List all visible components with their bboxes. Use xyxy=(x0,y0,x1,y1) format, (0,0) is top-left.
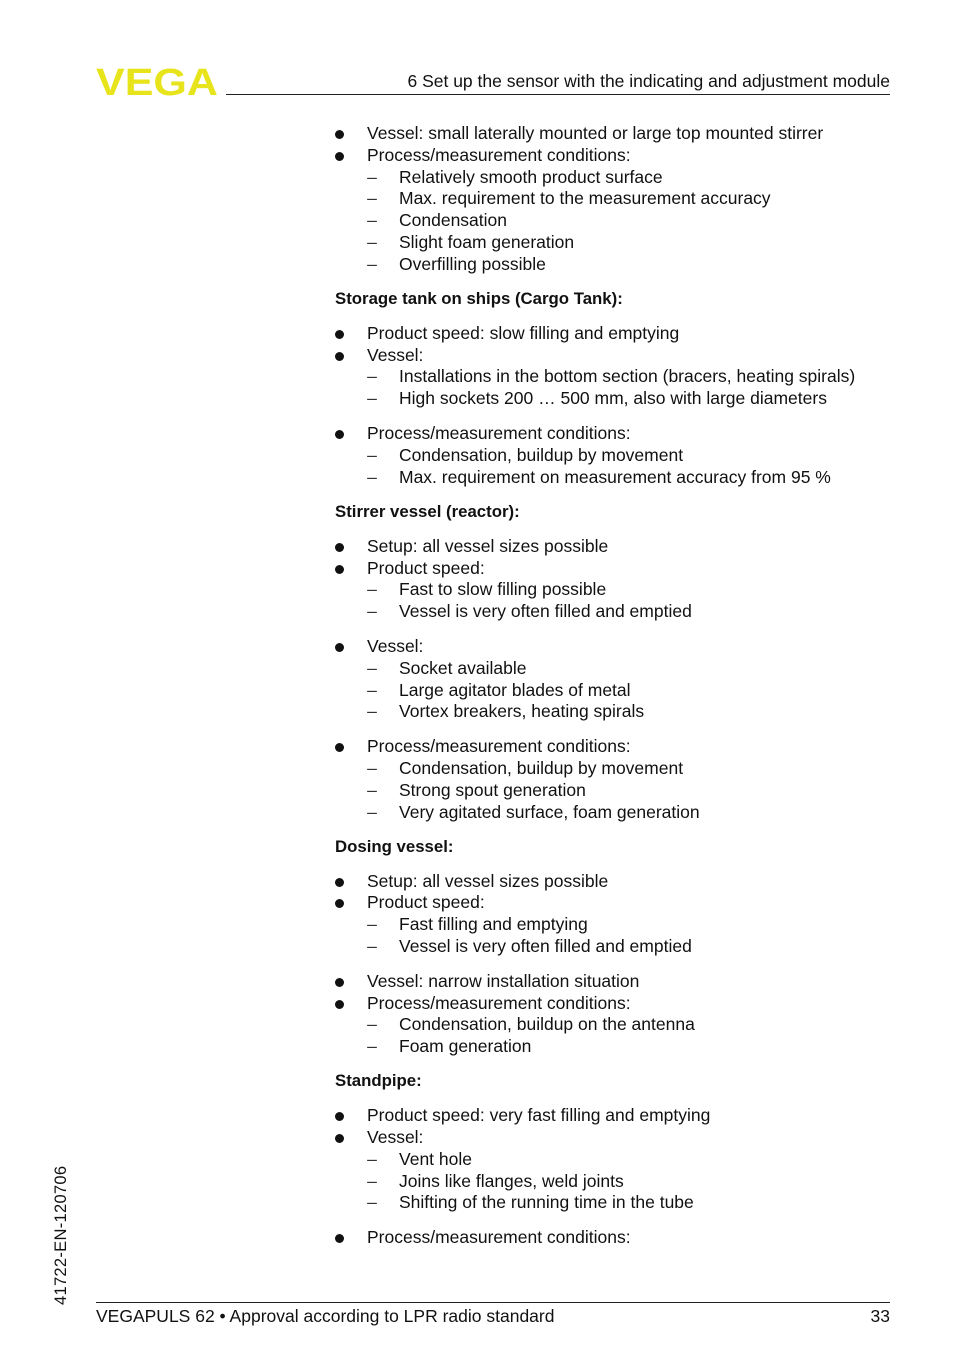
dash-icon: – xyxy=(367,466,377,487)
bullet-item xyxy=(335,871,895,893)
spacer xyxy=(335,958,895,971)
bullet-item xyxy=(335,1227,895,1249)
dash-icon: – xyxy=(367,1036,377,1057)
item-text: Storage tank on ships (Cargo Tank): xyxy=(335,289,623,309)
dash-icon: – xyxy=(367,601,377,622)
vega-logo-text: VEGA xyxy=(96,64,218,98)
section-heading xyxy=(335,288,895,310)
sub-item xyxy=(335,445,895,467)
page-number: 33 xyxy=(870,1306,890,1326)
bullet-dot-icon xyxy=(335,1112,344,1121)
item-text: Standpipe: xyxy=(335,1071,422,1091)
item-text: Vessel: xyxy=(367,344,424,365)
sub-item xyxy=(335,1036,895,1058)
item-text: Setup: all vessel sizes possible xyxy=(367,535,609,556)
item-text: Fast to slow filling possible xyxy=(399,579,607,600)
bullet-dot-icon xyxy=(335,430,344,439)
item-text: Fast filling and emptying xyxy=(399,914,588,935)
bullet-item xyxy=(335,123,895,145)
dash-icon: – xyxy=(367,388,377,409)
dash-icon: – xyxy=(367,914,377,935)
item-text: Overfilling possible xyxy=(399,253,546,274)
bullet-item xyxy=(335,536,895,558)
spacer xyxy=(335,523,895,536)
dash-icon: – xyxy=(367,1148,377,1169)
dash-icon: – xyxy=(367,366,377,387)
sub-item xyxy=(335,188,895,210)
document-code: 41722-EN-120706 xyxy=(52,1165,70,1305)
bullet-dot-icon xyxy=(335,899,344,908)
bullet-dot-icon xyxy=(335,643,344,652)
spacer xyxy=(335,488,895,501)
bullet-dot-icon xyxy=(335,352,344,361)
spacer xyxy=(335,1058,895,1071)
item-text: Product speed: very fast filling and emptying xyxy=(367,1105,711,1126)
dash-icon: – xyxy=(367,1192,377,1213)
sub-item xyxy=(335,758,895,780)
bullet-item xyxy=(335,323,895,345)
dash-icon: – xyxy=(367,1014,377,1035)
section-title: 6 Set up the sensor with the indicating and adjustment module xyxy=(407,71,890,91)
dash-icon: – xyxy=(367,210,377,231)
item-text: Vortex breakers, heating spirals xyxy=(399,701,645,722)
dash-icon: – xyxy=(367,779,377,800)
dash-icon: – xyxy=(367,231,377,252)
dash-icon: – xyxy=(367,657,377,678)
sub-item xyxy=(335,936,895,958)
item-text: Condensation, buildup by movement xyxy=(399,444,684,465)
spacer xyxy=(335,276,895,289)
bullet-item xyxy=(335,1105,895,1127)
bullet-dot-icon xyxy=(335,565,344,574)
item-text: Strong spout generation xyxy=(399,779,586,800)
bullet-item xyxy=(335,636,895,658)
item-text: Condensation xyxy=(399,210,507,231)
item-text: Condensation, buildup on the antenna xyxy=(399,1014,695,1035)
item-text: Max. requirement to the measurement accuracy xyxy=(399,188,771,209)
spacer xyxy=(335,623,895,636)
bullet-dot-icon xyxy=(335,152,344,161)
bullet-dot-icon xyxy=(335,878,344,887)
sub-item xyxy=(335,680,895,702)
item-text: Vessel: xyxy=(367,635,424,656)
sub-item xyxy=(335,167,895,189)
sub-item xyxy=(335,366,895,388)
bullet-dot-icon xyxy=(335,330,344,339)
bullet-item xyxy=(335,558,895,580)
bullet-item xyxy=(335,1127,895,1149)
item-text: Dosing vessel: xyxy=(335,836,454,856)
dash-icon: – xyxy=(367,444,377,465)
sub-item xyxy=(335,467,895,489)
dash-icon: – xyxy=(367,701,377,722)
item-text: Vessel: xyxy=(367,1127,424,1148)
sub-item xyxy=(335,601,895,623)
section-heading xyxy=(335,1070,895,1092)
page-body xyxy=(335,123,895,1249)
bullet-dot-icon xyxy=(335,1134,344,1143)
item-text: Product speed: slow filling and emptying xyxy=(367,322,680,343)
spacer xyxy=(335,310,895,323)
dash-icon: – xyxy=(367,579,377,600)
item-text: Process/measurement conditions: xyxy=(367,1227,631,1248)
item-text: Setup: all vessel sizes possible xyxy=(367,870,609,891)
footer-title: VEGAPULS 62 • Approval according to LPR radio standard xyxy=(96,1306,555,1326)
item-text: Vessel is very often filled and emptied xyxy=(399,936,692,956)
sub-item xyxy=(335,802,895,824)
bullet-item xyxy=(335,145,895,167)
dash-icon: – xyxy=(367,188,377,209)
item-text: Foam generation xyxy=(399,1036,532,1057)
item-text: Installations in the bottom section (bracers, heating spirals) xyxy=(399,366,856,387)
item-text: Product speed: xyxy=(367,557,485,578)
item-text: Vessel: narrow installation situation xyxy=(367,970,640,991)
spacer xyxy=(335,1092,895,1105)
sub-item xyxy=(335,701,895,723)
bullet-item xyxy=(335,736,895,758)
header-divider xyxy=(226,94,890,95)
bullet-item xyxy=(335,423,895,445)
item-text: High sockets 200 … 500 mm, also with large diameters xyxy=(399,388,827,409)
item-text: Max. requirement on measurement accuracy from 95 % xyxy=(399,466,831,487)
bullet-item xyxy=(335,345,895,367)
bullet-dot-icon xyxy=(335,130,344,139)
bullet-dot-icon xyxy=(335,543,344,552)
spacer xyxy=(335,823,895,836)
item-text: Vent hole xyxy=(399,1148,472,1169)
dash-icon: – xyxy=(367,166,377,187)
sub-item xyxy=(335,1171,895,1193)
spacer xyxy=(335,858,895,871)
item-text: Shifting of the running time in the tube xyxy=(399,1192,694,1213)
dash-icon: – xyxy=(367,936,377,956)
item-text: Socket available xyxy=(399,657,527,678)
item-text: Relatively smooth product surface xyxy=(399,166,663,187)
item-text: Condensation, buildup by movement xyxy=(399,757,684,778)
footer-divider xyxy=(96,1302,890,1303)
item-text: Process/measurement conditions: xyxy=(367,736,631,757)
bullet-dot-icon xyxy=(335,743,344,752)
item-text: Large agitator blades of metal xyxy=(399,679,631,700)
item-text: Stirrer vessel (reactor): xyxy=(335,501,520,521)
spacer xyxy=(335,1214,895,1227)
dash-icon: – xyxy=(367,1170,377,1191)
bullet-dot-icon xyxy=(335,1234,344,1243)
dash-icon: – xyxy=(367,679,377,700)
item-text: Slight foam generation xyxy=(399,231,575,252)
sub-item xyxy=(335,579,895,601)
section-heading xyxy=(335,836,895,858)
sub-item xyxy=(335,210,895,232)
sub-item xyxy=(335,1014,895,1036)
sub-item xyxy=(335,1192,895,1214)
item-text: Product speed: xyxy=(367,892,485,913)
item-text: Vessel: small laterally mounted or large top mounted stirrer xyxy=(367,123,824,143)
bullet-item xyxy=(335,892,895,914)
sub-item xyxy=(335,388,895,410)
sub-item xyxy=(335,232,895,254)
bullet-dot-icon xyxy=(335,978,344,987)
item-text: Process/measurement conditions: xyxy=(367,144,631,165)
bullet-dot-icon xyxy=(335,1000,344,1009)
spacer xyxy=(335,723,895,736)
spacer xyxy=(335,410,895,423)
bullet-item xyxy=(335,971,895,993)
item-text: Very agitated surface, foam generation xyxy=(399,801,700,822)
item-text: Vessel is very often filled and emptied xyxy=(399,601,692,622)
sub-item xyxy=(335,780,895,802)
section-heading xyxy=(335,501,895,523)
dash-icon: – xyxy=(367,801,377,822)
sub-item xyxy=(335,1149,895,1171)
vega-logo xyxy=(96,64,220,98)
item-text: Process/measurement conditions: xyxy=(367,423,631,444)
sub-item xyxy=(335,254,895,276)
dash-icon: – xyxy=(367,253,377,274)
item-text: Joins like flanges, weld joints xyxy=(399,1170,624,1191)
sub-item xyxy=(335,914,895,936)
item-text: Process/measurement conditions: xyxy=(367,992,631,1013)
bullet-item xyxy=(335,993,895,1015)
sub-item xyxy=(335,658,895,680)
dash-icon: – xyxy=(367,757,377,778)
